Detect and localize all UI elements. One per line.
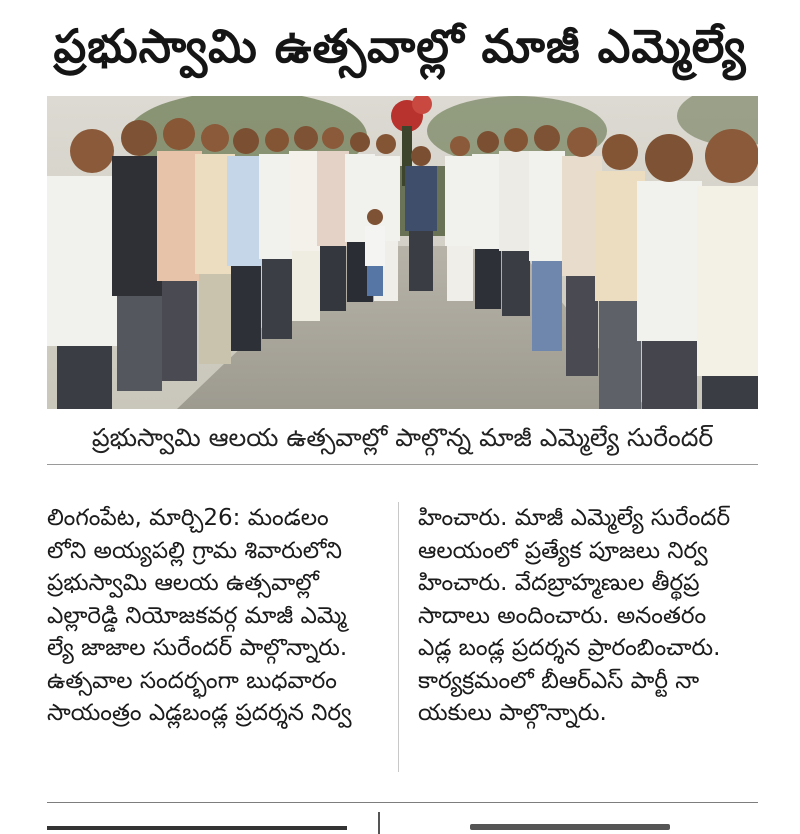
article-line: సాదాలు అందించారు. అనంతరం xyxy=(418,602,707,629)
article-column-right xyxy=(418,502,763,730)
column-divider xyxy=(398,502,399,772)
next-article-fragment xyxy=(470,824,670,830)
article-line: ఆలయంలో ప్రత్యేక పూజలు నిర్వ xyxy=(418,537,708,564)
article-line: ఎల్లారెడ్డి నియోజకవర్గ మాజీ ఎమ్మె xyxy=(47,602,347,629)
article-line: హించారు. మాజీ ఎమ్మెల్యే సురేందర్ xyxy=(418,505,731,531)
article-line: ప్రభుస్వామి ఆలయ ఉత్సవాల్లో xyxy=(47,570,319,596)
next-article-divider xyxy=(378,812,380,834)
article-line: హించారు. వేదబ్రాహ్మణుల తీర్థప్ర xyxy=(418,570,700,596)
caption-divider xyxy=(47,464,758,465)
next-article-fragment xyxy=(47,826,347,830)
article-line: ఎడ్ల బండ్ల ప్రదర్శన ప్రారంబించారు. xyxy=(418,635,721,661)
article-line: లోని అయ్యపల్లి గ్రామ శివారులోని xyxy=(47,537,343,564)
article-line: సాయంత్రం ఎడ్లబండ్ల ప్రదర్శన నిర్వ xyxy=(47,700,352,726)
article-line: ఉత్సవాల సందర్భంగా బుధవారం xyxy=(47,667,337,694)
article-line: కార్యక్రమంలో బీఆర్ఎస్ పార్టీ నా xyxy=(418,667,700,694)
article-line: లింగంపేట, మార్చి26: మండలం xyxy=(47,505,329,531)
article-column-left xyxy=(47,502,382,730)
news-photo xyxy=(47,96,758,409)
bottom-divider xyxy=(47,802,758,803)
photo-caption: ప్రభుస్వామి ఆలయ ఉత్సవాల్లో పాల్గొన్న మాజీ ఎమ్మెల్యే సురేందర్ xyxy=(91,423,714,452)
headline: ప్రభుస్వామి ఉత్సవాల్లో మాజీ ఎమ్మెల్యే xyxy=(53,19,747,73)
article-line: ల్యే జాజాల సురేందర్ పాల్గొన్నారు. xyxy=(47,635,348,661)
article-line: యకులు పాల్గొన్నారు. xyxy=(418,700,607,726)
